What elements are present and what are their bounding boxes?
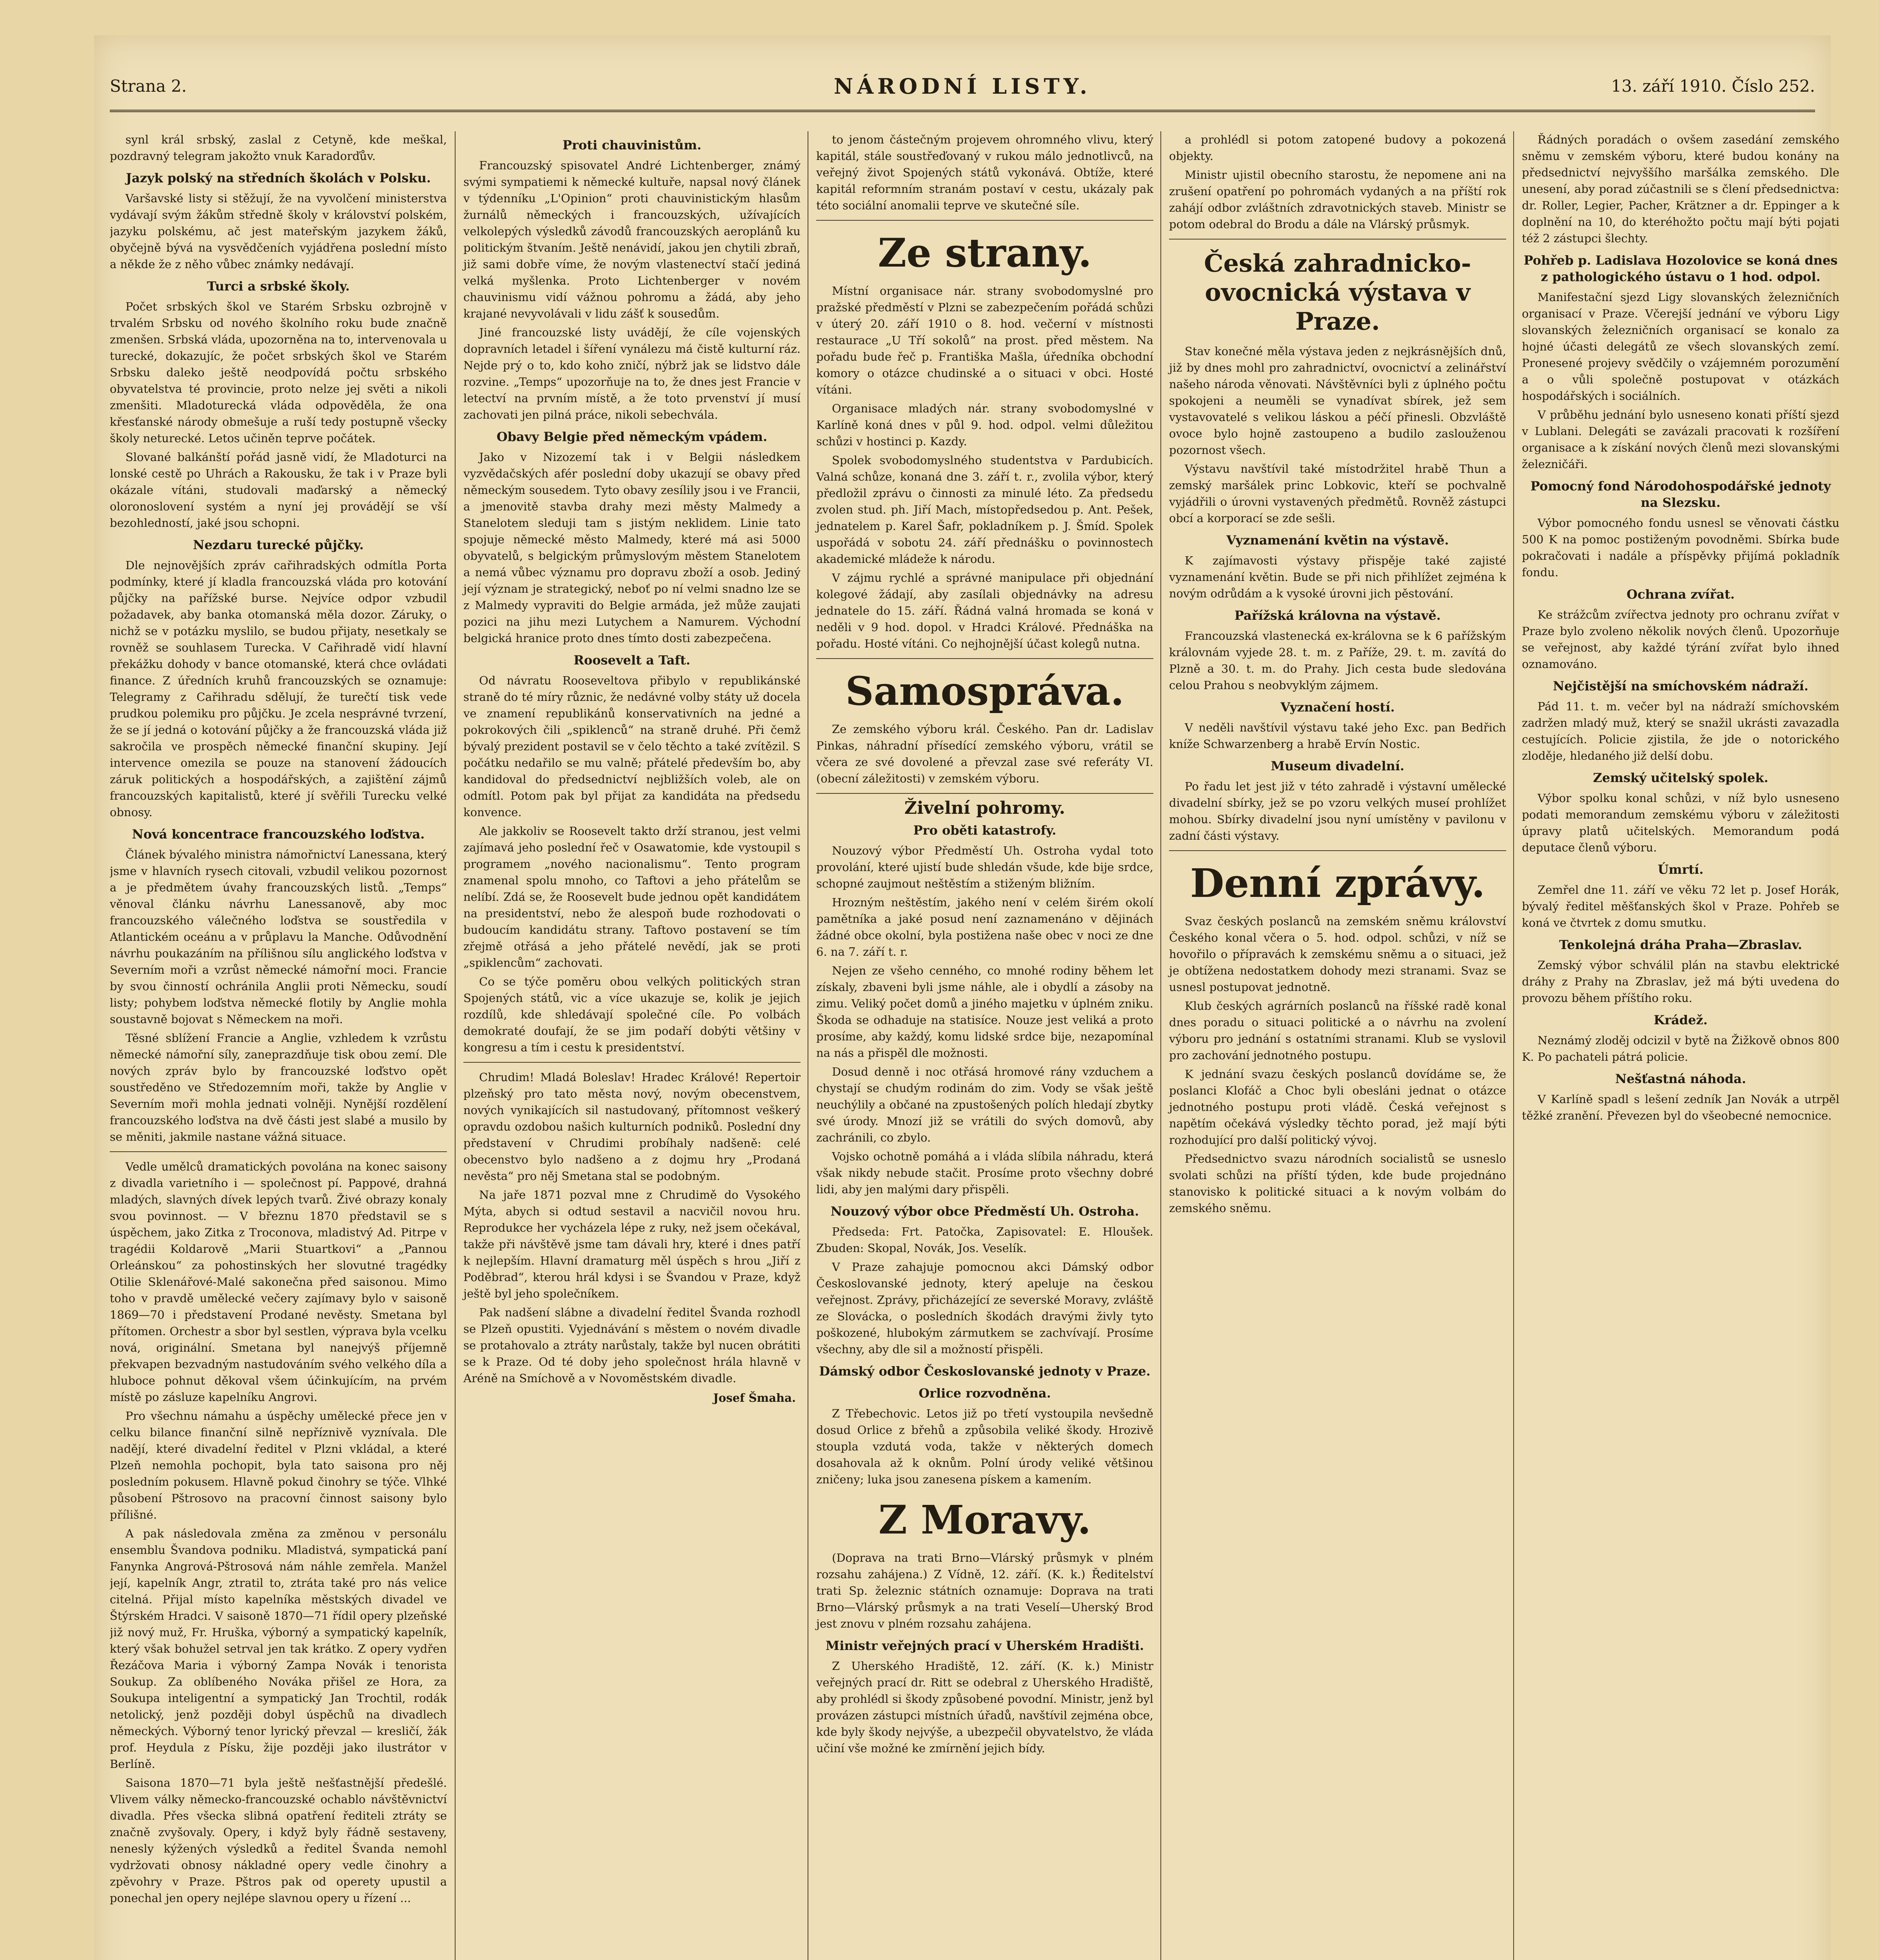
column-1 bbox=[110, 131, 455, 1960]
section-heading: Nová koncentrace francouzského loďstva. bbox=[132, 827, 425, 842]
paragraph: Těsné sblížení Francie a Anglie, vzhledem k vzrůstu německé námořní síly, zaneprazdňuje tisk obou zemí. Dle nových zpráv bylo by francouzské loďstvo opět soustředěno ve Středozemním moři, takže by Anglie v Severním moři mohla jednati volněji. Nynější rozdělení francouzského loďstva na dvě části jest slabé a musilo by se měniti, jakmile nastane vážná situace. bbox=[110, 1031, 447, 1143]
paragraph: Řádných poradách o ovšem zasedání zemského sněmu v zemském výboru, které budou konány na předsednictví nejvyššího maršálka zemského. Dle unesení, aby porad zúčastnili se s člení předsednictva: dr. Roller, Legier, Pacher, Krätzner a dr. Eppinger a k doplnění na 10, do kteréhožto počtu mají býti pojati též 2 zástupci šlechty. bbox=[1522, 133, 1839, 245]
paragraph: Francouzský spisovatel André Lichtenberger, známý svými sympatiemi k německé kultuře, napsal nový článek v týdenníku „L'Opinion“ proti chauvinistickým hlasům žurnálů německých i francouzských, užívajících velkolepých výsledků závodů francouzských aeroplánů ku politickým štvaním. Ještě nenávidí, jakou jen chytili zbraň, již sami dobře víme, že novým vlastenectví stačí jediná velká myšlenka. Proto Lichtenberger v novém chauvinismu vidí vážnou pohromu a žádá, aby jeho krajané nevyvolávali v lidu zášť k sousedům. bbox=[463, 159, 801, 320]
newspaper-page bbox=[94, 35, 1839, 1960]
divider bbox=[816, 658, 1153, 659]
paragraph: Nejen ze všeho cenného, co mnohé rodiny během let získaly, zbaveni byli jsme náhle, ale i obydlí a zásoby na zimu. Veliký počet domů a jiného majetku v úplném zniku. Škoda se odhaduje na statisíce. Nouze jest veliká a proto prosíme, aby každý, komu lidské srdce bije, nezapomínal na nás a přispěl dle možnosti. bbox=[816, 964, 1153, 1060]
section-heading: Nejčistější na smíchovském nádraží. bbox=[1553, 679, 1808, 693]
paragraph: Slované balkánští pořád jasně vidí, že Mladoturci na lonské cestě po Uhrách a Rakousku, že tak i v Praze byli okázale vítáni, studovali maďarský a německý oloronoslovení systém a nyní jej provádějí se vší bezohledností, jaké jsou schopni. bbox=[110, 450, 447, 530]
paragraph: V Praze zahajuje pomocnou akci Dámský odbor Českoslovanské jednoty, který apeluje na českou veřejnost. Zprávy, přicházející ze severské Moravy, zvláště ze Slovácka, o posledních škodách dravými živly tyto poškozené, hlubokým zármutkem se zachvívají. Prosíme všechny, aby dle sil a možností přispěli. bbox=[816, 1260, 1153, 1356]
paragraph: K jednání svazu českých poslanců dovídáme se, že poslanci Klofáč a Choc byli obesláni jednat o otázce jednotného postupu proti vládě. Česká veřejnost s napětím očekává výsledky těchto porad, jež mají býti rozhodující pro další politický vývoj. bbox=[1169, 1067, 1506, 1147]
section-heading: Pohřeb p. Ladislava Hozolovice se koná dnes z pathologického ústavu o 1 hod. odpol. bbox=[1523, 253, 1838, 284]
paragraph: Článek bývalého ministra námořnictví Lanessana, který jsme v hlavních rysech citovali, vzbudil velikou pozornost a je předmětem úvahy francouzských listů. „Temps“ věnoval článku návrhu Lanessanově, aby moc francouzského válečného loďstva se soustředila v Atlantickém oceánu a v průplavu la Manche. Odůvodnění návrhu poukazáním na přílišnou sílu anglického loďstva v Severním moři a vzrůst německé námořní moci. Francie by svou činností ochránila Anglii proti Německu, soudí listy; pohybem loďstva německé flotily by Anglie mohla soustavně bojovat s Německem na moři. bbox=[110, 848, 447, 1026]
paragraph: V zájmu rychlé a správné manipulace při objednání kolegové žádají, aby zasílali objednávky na adresu jednatele do 15. září. Řádná valná hromada se koná v neděli v 9 hod. dopol. v Hradci Králové. Přednáška na pořadu. Hosté vítáni. Co nejhojnější účast kolegů nutna. bbox=[816, 571, 1153, 650]
section-heading: Zemský učitelský spolek. bbox=[1593, 770, 1768, 785]
paragraph: Jiné francouzské listy uvádějí, že cíle vojenských dopravních letadel i šíření vynálezu má čistě kulturní ráz. Nejde prý o to, kdo koho zničí, nýbrž jak se lidstvo dále rozvine. „Temps“ upozorňuje na to, že dnes jest Francie v letectví na prvním místě, a že toto prvenství jí musí zachovati jen pilná práce, nikoli sebechvála. bbox=[463, 326, 801, 421]
column-3 bbox=[808, 131, 1161, 1960]
section-heading: Vyznačení hostí. bbox=[1280, 700, 1395, 715]
section-heading: Pomocný fond Národohospodářské jednoty na Slezsku. bbox=[1530, 479, 1831, 510]
section-heading: Úmrtí. bbox=[1658, 862, 1704, 877]
section-heading: Roosevelt a Taft. bbox=[574, 653, 690, 668]
paragraph: (Doprava na trati Brno—Vlárský průsmyk v plném rozsahu zahájena.) Z Vídně, 12. září. (K. k.) Ředitelství trati Sp. železnic státních oznamuje: Doprava na trati Brno—Vlárský průsmyk a na trati Veselí—Uherský Brod jest znovu v plném rozsahu zahájena. bbox=[816, 1551, 1153, 1630]
page-header bbox=[110, 67, 1815, 106]
section-title: Česká zahradnicko-ovocnická výstava v Praze. bbox=[1204, 249, 1471, 336]
section-title: Ze strany. bbox=[878, 230, 1092, 276]
paragraph: Saisona 1870—71 byla ještě nešťastnější předešlé. Vlivem války německo-francouzské ochablo návštěvnictví divadla. Přes všecka slibná opatření řediteli ztráty se značně zvyšovaly. Opery, i když byly řádně sestaveny, nenesly kýžených výsledků a ředitel Švanda nemohl vydržovati obnosy nákladné opery vedle činohry a zpěvohry v Praze. Pštros pak od operety upustil a ponechal jen opery nejlépe slavnou opery u řízení ... bbox=[110, 1776, 447, 1905]
paragraph: V průběhu jednání bylo usneseno konati příští sjezd v Lublani. Delegáti se zavázali pracovati k rozšíření organisace a k získání nových členů mezi slovanskými železničáři. bbox=[1522, 408, 1839, 471]
paragraph: Dosud denně i noc otřásá hromové rány vzduchem a chystají se chudým rodinám do zim. Vody se však ještě neuchýlily a občané na zpustošených polích hledají zbytky své úrody. Mnozí již se vrátili do svých domovů, aby zachránili, co zbylo. bbox=[816, 1065, 1153, 1144]
section-heading: Dámský odbor Českoslovanské jednoty v Praze. bbox=[819, 1364, 1151, 1379]
section-heading: Nouzový výbor obce Předměstí Uh. Ostroha. bbox=[830, 1204, 1139, 1219]
paragraph: Předsednictvo svazu národních socialistů se usneslo svolati schůzi na příští týden, kde bude projednáno stanovisko k politické situaci a k novým volbám do zemského sněmu. bbox=[1169, 1152, 1506, 1215]
paragraph: to jenom částečným projevem ohromného vlivu, který kapitál, stále soustřeďovaný v rukou málo jednotlivců, na veřejný život Spojených států vykonává. Obtíže, které kapitál reformním stranám postaví v cestu, ukázaly pak této sociální anomalii teprve ve skutečné síle. bbox=[816, 133, 1153, 212]
paragraph: Z Uherského Hradiště, 12. září. (K. k.) Ministr veřejných prací dr. Ritt se odebral z Uherského Hradiště, aby prohlédl si škody způsobené povodní. Ministr, jenž byl provázen zástupci místních úřadů, navštívil zejména obce, kde byly škody nejvýše, a ubezpečil obyvatelstvo, že vláda učiní vše možné ke zmírnění jejich bídy. bbox=[816, 1659, 1153, 1755]
paragraph: Jako v Nizozemí tak i v Belgii následkem vyzvědačských afér poslední doby ukazují se obavy před německým sousedem. Tyto obavy zesílily jsou i ve Francii, a jmenovitě stavba drahy mezi městy Malmedy a Stanelotem sleduji tam s jistým neklidem. Linie tato spojuje německé město Malmedy, které má asi 5000 obyvatelů, s belgickým průmyslovým městem Stanelotem a nemá vůbec významu pro dopravu zboží a osob. Jediný její význam je strategický, neboť po ní velmi snadno lze se z Malmedy vypraviti do Belgie armáda, jež může zaujati pozici na jihu mezi Lutychem a Namurem. Východní belgická hranice proto dnes tímto dosti zabezpečena. bbox=[463, 450, 801, 645]
section-title: Z Moravy. bbox=[878, 1497, 1091, 1543]
paragraph: Organisace mladých nár. strany svobodomyslné v Karlíně koná dnes v půl 9. hod. odpol. velmi důležitou schůzi v hostinci p. Kazdy. bbox=[816, 402, 1153, 448]
divider bbox=[1169, 239, 1506, 240]
section-heading: Jazyk polský na středních školách v Polsku. bbox=[126, 171, 431, 185]
divider bbox=[1169, 850, 1506, 851]
paragraph: Svaz českých poslanců na zemském sněmu království Českého konal včera o 5. hod. odpol. schůzi, v níž se hovořilo o přípravách k zemskému sněmu a o situaci, jež je obtížena nedostatkem dohody mezi stranami. Svaz se usnesl postupovat jednotně. bbox=[1169, 915, 1506, 994]
section-heading: Ochrana zvířat. bbox=[1627, 587, 1735, 602]
paragraph: Pro všechnu námahu a úspěchy umělecké přece jen v celku bilance finanční silně nepříznivě vyznívala. Dle nadějí, které divadelní ředitel v Plzni vkládal, a které Plzeň nemohla pochopit, byla tato saisona pro něj posledním pokusem. Hlavně pokud činohry se týče. Vlhké působení Pštrosovo na pracovní činnost saisony bylo přílišné. bbox=[110, 1409, 447, 1521]
paragraph: A pak následovala změna za změnou v personálu ensemblu Švandova podniku. Mladistvá, sympatická paní Fanynka Angrová-Pštrosová nám náhle zemřela. Manžel její, kapelník Angr, ztratil to, ztráta také pro nás velice citelná. Přijal místo kapelníka městských divadel ve Štýrském Hradci. V saisoně 1870—71 řídil opery plzeňské již nový muž, Fr. Hruška, výborný a sympatický kapelník, který však bohužel setrval jen tak krátko. Z opery vydřen Řezáčova Maria i výborný Zampa Novák i tenorista Soukup. Za oblíbeného Nováka přišel ze Hora, za Soukupa inteligentní a sympatický Jan Trochtil, rodák netolický, jenž později dobyl úspěchů na divadlech německých. Výborný tenor lyrický převzal — kresličí, žák prof. Heydula z Písku, žije později jako ilustrátor v Berlíně. bbox=[110, 1527, 447, 1771]
paragraph: Z Třebechovic. Letos již po třetí vystoupila nevšedně dosud Orlice z břehů a způsobila veliké škody. Hrozivě stoupla vzdutá voda, takže v některých domech dosahovala až k oknům. Polní úrody veliké většinou zničeny; luka jsou zanesena pískem a kamením. bbox=[816, 1407, 1153, 1486]
paragraph: Výstavu navštívil také místodržitel hrabě Thun a zemský maršálek princ Lobkovic, kteří se pochvalně vyjádřili o úrovni vystavených předmětů. Rovněž zástupci obcí a korporací se zde sešli. bbox=[1169, 462, 1506, 525]
section-heading: Vyznamenání květin na výstavě. bbox=[1226, 533, 1449, 548]
issue-date: 13. září 1910. Číslo 252. bbox=[1611, 76, 1815, 96]
section-subtitle: Živelní pohromy. bbox=[904, 798, 1066, 818]
paragraph: synl král srbský, zaslal z Cetyně, kde meškal, pozdravný telegram jakožto vnuk Karadorďův. bbox=[110, 133, 447, 163]
divider bbox=[816, 220, 1153, 221]
paragraph: Ministr ujistil obecního starostu, že nepomene ani na zrušení opatření po pohromách vydaných a na příští rok zahájí odbor zvláštních zdravotnických staveb. Ministr se potom odebral do Brodu a dále na Vlárský průsmyk. bbox=[1169, 168, 1506, 231]
divider bbox=[816, 793, 1153, 794]
divider bbox=[110, 1151, 447, 1152]
paragraph: Hrozným neštěstím, jakého není v celém širém okolí pamětníka a jaké posud není zaznamenáno v dějinách žádné obce okolní, byla postižena naše obec v noci ze dne 6. na 7. září t. r. bbox=[816, 896, 1153, 958]
section-heading: Museum divadelní. bbox=[1271, 759, 1405, 773]
paragraph: Po řadu let jest již v této zahradě i výstavní umělecké divadelní sbírky, jež se po vzoru velkých museí prohlížet mohou. Sbírky divadelní jsou nyní umístěny v pavilonu v zadní části výstavy. bbox=[1169, 780, 1506, 842]
section-heading: Pařížská královna na výstavě. bbox=[1234, 608, 1441, 623]
section-heading: Turci a srbské školy. bbox=[207, 279, 350, 294]
section-heading: Nezdaru turecké půjčky. bbox=[193, 537, 364, 552]
header-rule bbox=[110, 110, 1815, 112]
paragraph: a prohlédl si potom zatopené budovy a pokozená objekty. bbox=[1169, 133, 1506, 163]
columns bbox=[110, 131, 1839, 1960]
section-heading: Krádež. bbox=[1654, 1013, 1708, 1027]
paragraph: Ze zemského výboru král. Českého. Pan dr. Ladislav Pinkas, náhradní přísedící zemského výboru, vrátil se včera ze své dovolené a převzal zase své referáty VI. (obecní záležitosti) v zemském výboru. bbox=[816, 722, 1153, 785]
paragraph: Počet srbských škol ve Starém Srbsku ozbrojně v trvalém Srbsku od nového školního roku bude značně zmenšen. Srbská vláda, upozorněna na to, intervenovala u turecké, dokazujíc, že počet srbských škol ve Starém Srbsku daleko ještě neodpovídá počtu srbského obyvatelstva té provincie, proto nelze jej světi a nikoli zmenšiti. Mladoturecká vláda odpověděla, že ona křesťanské národy obmešuje a ruší tedy postupně všecky školy neturecké. Letos učiněn teprve počátek. bbox=[110, 300, 447, 445]
paragraph: Výbor pomocného fondu usnesl se věnovati částku 500 K na pomoc postiženým povodněmi. Sbírka bude pokračovati i nadále a příspěvky přijímá pokladník fondu. bbox=[1522, 516, 1839, 579]
paragraph: Na jaře 1871 pozval mne z Chrudimě do Vysokého Mýta, abych si odtud sestavil a nacvičil novou hru. Reprodukce her vycházela lépe z ruky, než jsem očekával, takže při návštěvě jsme tam dávali hry, které i dnes patří k nejlepším. Hlavní dramaturg měl úspěch s hrou „Jiří z Poděbrad“, kterou hrál kdysi i se Švandou v Praze, když ještě byl jeho společníkem. bbox=[463, 1188, 801, 1300]
divider bbox=[463, 1062, 801, 1063]
section-heading: Orlice rozvodněna. bbox=[919, 1386, 1051, 1401]
page-number: Strana 2. bbox=[110, 76, 187, 96]
column-2 bbox=[455, 131, 808, 1960]
section-heading: Pro oběti katastrofy. bbox=[913, 823, 1057, 838]
section-title: Samospráva. bbox=[845, 668, 1124, 714]
section-heading: Proti chauvinistům. bbox=[562, 138, 702, 152]
masthead-title: NÁRODNÍ LISTY. bbox=[833, 74, 1091, 99]
section-heading: Ministr veřejných prací v Uherském Hradišti. bbox=[825, 1638, 1144, 1653]
paragraph: Od návratu Rooseveltova přibylo v republikánské straně do té míry různic, že nedávné volby státy už docela ve znamení republikánů konservativních na jedné a pokrokových čili „spiklenců“ na straně druhé. Při čemž bývalý prezident postavil se v čelo těchto a také zvítězil. S počátku nedařilo se mu valně; přátelé především bo, aby kandidoval do předsednictví nejbližších voleb, ale on odmítl. Potom pak byl přijat za kandidáta na předsedu konvence. bbox=[463, 674, 801, 819]
column-4 bbox=[1160, 131, 1514, 1960]
paragraph: Zemský výbor schválil plán na stavbu elektrické dráhy z Prahy na Zbraslav, jež má býti uvedena do provozu během příštího roku. bbox=[1522, 958, 1839, 1005]
section-heading: Nešťastná náhoda. bbox=[1615, 1071, 1746, 1086]
paragraph: Ale jakkoliv se Roosevelt takto drží stranou, jest velmi zajímavá jeho poslední řeč v Osawatomie, kde vystoupil s programem „nového nacionalismu“. Tento program znamenal spolu mnoho, co Taftovi a jeho přátelům se nelíbí. Zdá se, že Roosevelt bude jednou opět kandidátem na presidentství, nebo že alespoň bude rozhodovati o budoucím kandidátu strany. Taftovo postavení se tím zřejmě otřásá a jeho přátelé nevědí, jak se proti „spiklencům“ zachovati. bbox=[463, 824, 801, 969]
paragraph: Pád 11. t. m. večer byl na nádraží smíchovském zadržen mladý muž, který se snažil ukrásti zavazadla cestujících. Policie zjistila, že jde o notorického zloděje, hledaného již delší dobu. bbox=[1522, 700, 1839, 762]
paragraph: Stav konečné měla výstava jeden z nejkrásnějších dnů, již by dnes mohl pro zahradnictví, ovocnictví a zelinářství našeho národa věnovati. Návštěvníci byli z úplného počtu spokojeni a neuměli se vynadívat sbírek, jež sem vystavovatelé s velikou láskou a péčí přinesli. Obzvláště ovoce bylo hojně zastoupeno a budilo zaslouženou pozornost všech. bbox=[1169, 345, 1506, 457]
section-title: Denní zprávy. bbox=[1190, 860, 1485, 906]
paragraph: Místní organisace nár. strany svobodomyslné pro pražské předměstí v Plzni se zabezpečením pořádá schůzi v úterý 20. září 1910 o 8. hod. večerní v místnosti restaurace „U Tří sokolů“ na prost. před městem. Na pořadu bude řeč p. Františka Mašla, úředníka obchodní komory o otázce chudinské a o situaci v obci. Hosté vítáni. bbox=[816, 284, 1153, 396]
paragraph: Manifestační sjezd Ligy slovanských železničních organisací v Praze. Včerejší jednání ve výboru Ligy slovanských železničních organisací se konalo za hojné účasti delegátů ze všech slovanských zemí. Pronesené projevy svědčily o vzájemném porozumění a o vůli společně postupovat v otázkách hospodářských i sociálních. bbox=[1522, 290, 1839, 403]
author-signature: Josef Šmaha. bbox=[713, 1391, 796, 1405]
column-5 bbox=[1513, 131, 1839, 1960]
paragraph: Varšavské listy si stěžují, že na vyvolčení ministerstva vydávají svým žákům středně školy v království polském, jazyku polskému, ač jest mateřským jazykem žáků, obyčejně bývá na vysvědčeních vyjádřena poslední místo a někde že z něho vůbec známky nedávají. bbox=[110, 192, 447, 271]
paragraph: V neděli navštívil výstavu také jeho Exc. pan Bedřich kníže Schwarzenberg a hrabě Ervín Nostic. bbox=[1169, 721, 1506, 751]
paragraph: Předseda: Frt. Patočka, Zapisovatel: E. Hloušek. Zbuden: Skopal, Novák, Jos. Veselík. bbox=[816, 1225, 1153, 1255]
paragraph: Výbor spolku konal schůzi, v níž bylo usneseno podati memorandum zemskému výboru v záležitosti úpravy platů učitelských. Memorandum podá deputace členů výboru. bbox=[1522, 791, 1839, 854]
paragraph: Ke strážcům zvířectva jednoty pro ochranu zvířat v Praze bylo zvoleno několik nových členů. Upozorňuje se veřejnost, aby každé týrání zvířat bylo ihned oznamováno. bbox=[1522, 608, 1839, 671]
paragraph: Pak nadšení slábne a divadelní ředitel Švanda rozhodl se Plzeň opustiti. Vyjednávání s městem o novém divadle se protahovalo a ztráty narůstaly, takže byl nucen obrátiti se k Praze. Od té doby jeho společnost hrála hlavně v Aréně na Smíchově a v Novoměstském divadle. bbox=[463, 1306, 801, 1385]
paragraph: Vedle umělců dramatických povolána na konec saisony z divadla varietního i — společnost pí. Pappové, drahná mladých, slavných dívek lepých tvarů. Živé obrazy konaly svou povinnost. — V březnu 1870 představil se s úspěchem, jako Zitka z Troconova, mladistvý Ad. Pitrpe v tragédii Koldarově „Marii Stuartkovi“ a „Pannou Orleánskou“ za pohostinských her slovutné tragédky Otilie Sklenářové-Malé sakonečna před saisonou. Mimo toho v pravdě umělecké večery zajímavy bylo v saisoně 1869—70 i představení Prodané nevěsty. Smetana byl přítomen. Orchestr a sbor byl sestlen, výprava byla vcelku nová, originální. Smetana byl nanejvýš příjemně překvapen bezvadným nastudováním svého velkého díla a hluboce pohnut děkoval všem účinkujícím, na prvém místě po zásluze kapelníku Angrovi. bbox=[110, 1160, 447, 1404]
paragraph: Zemřel dne 11. září ve věku 72 let p. Josef Horák, bývalý ředitel měšťanských škol v Praze. Pohřeb se koná ve čtvrtek z domu smutku. bbox=[1522, 883, 1839, 929]
paragraph: Klub českých agrárních poslanců na říšské radě konal dnes poradu o situaci politické a o návrhu na zvolení výboru pro jednání s ostatními stranami. Klub se vyslovil pro zachování jednotného postupu. bbox=[1169, 999, 1506, 1062]
paragraph: Chrudim! Mladá Boleslav! Hradec Králové! Repertoir plzeňský pro tato města nový, novým obecenstvem, nových vynikajících sil nastudovaný, přítomnost veškerý opravdu ozdobou našich kulturních podniků. Poslední dny představení v Chrudimi probíhaly nadšeně: celé obecenstvo bylo nadšeno a z dojmu hry „Prodaná nevěsta“ pro něj Smetana stal se podobným. bbox=[463, 1071, 801, 1183]
paragraph: Dle nejnovějších zpráv cařihradských odmítla Porta podmínky, které jí kladla francouzská vláda pro kotování půjčky na pařížské burse. Nejvíce odpor vzbudil požadavek, aby banka otomanská měla dozor. Záruky, o nichž se v potázku myslilo, se budou přijaty, nesetkaly se rovněž se souhlasem Turecka. V Cařihradě vidí hlavní překážku dohody v bance otomanské, která chce ovládati finance. Z úředních kruhů francouzských se oznamuje: Telegramy z Cařihradu sdělují, že turečtí tisk vede prudkou polemiku pro půjčku. Je zcela nesprávné tvrzení, že se jí jedná o kotování půjčky a že francouzská vláda již sakročila ve prospěch německé finanční skupiny. Její intervence omezila se pouze na stanovení žádoucích záruk politických a hospodářských, a zajištění zájmů francouzských kapitalistů, které jí svěřili Turecku velké obnosy. bbox=[110, 559, 447, 819]
paragraph: Spolek svobodomyslného studentstva v Pardubicích. Valná schůze, konaná dne 3. září t. r., zvolila výbor, který předložil zprávu o činnosti za minulé léto. Za předsedu zvolen stud. ph. Jiří Mach, místopředsedou p. Ant. Pešek, jednatelem p. Karel Šafr, pokladníkem p. J. Šmíd. Spolek uspořádá v sobotu 24. září přednášku o povinnostech akademické mládeže k národu. bbox=[816, 454, 1153, 566]
paragraph: Vojsko ochotně pomáhá a i vláda slíbila náhradu, která však nikdy nebude stačit. Prosíme proto všechny dobré lidi, aby jen malými dary přispěli. bbox=[816, 1150, 1153, 1196]
paragraph: V Karlíně spadl s lešení zedník Jan Novák a utrpěl těžké zranění. Převezen byl do všeobecné nemocnice. bbox=[1522, 1093, 1839, 1122]
section-heading: Obavy Belgie před německým vpádem. bbox=[496, 429, 768, 444]
paragraph: Nouzový výbor Předměstí Uh. Ostroha vydal toto provolání, které ujistí bude shledán všude, kde bije srdce, schopné zaujmout neštěstím a stiženým bližním. bbox=[816, 844, 1153, 890]
paragraph: Neznámý zloděj odcizil v bytě na Žižkově obnos 800 K. Po pachateli pátrá policie. bbox=[1522, 1034, 1839, 1063]
section-heading: Tenkolejná dráha Praha—Zbraslav. bbox=[1559, 937, 1803, 952]
paragraph: K zajímavosti výstavy přispěje také zajisté vyznamenání květin. Bude se při nich přihlížet zejména k novým odrůdám a k vysoké úrovni jich pěstování. bbox=[1169, 554, 1506, 600]
paragraph: Co se týče poměru obou velkých politických stran Spojených států, vic a více ukazuje se, kolik je jejich rozdílů, kde shledávají společné cíle. Po volbách demokraté doufají, že se jim podaří dobýti většiny v kongresu a tím i cestu k presidentství. bbox=[463, 975, 801, 1054]
paragraph: Francouzská vlastenecká ex-královna se k 6 pařížským královnám vyjede 28. t. m. z Paříže, 29. t. m. zavítá do Plzně a 30. t. m. do Prahy. Jich cesta bude sledována celou Prahou s neobvyklým zájmem. bbox=[1169, 629, 1506, 692]
